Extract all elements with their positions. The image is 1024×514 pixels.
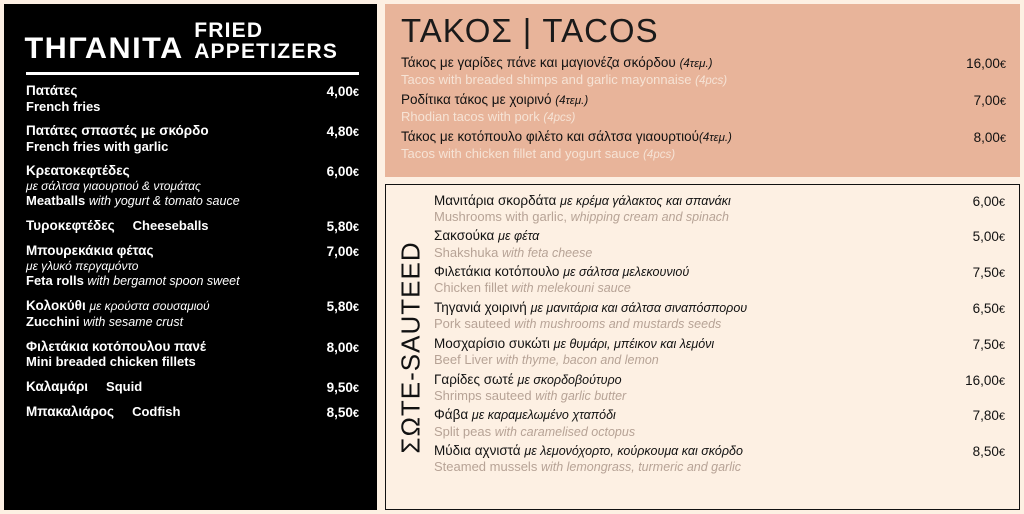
item-desc-greek: με σάλτσα γιαουρτιού & ντομάτας <box>26 178 201 193</box>
item-qty-english: (4pcs) <box>543 111 576 124</box>
item-name-greek: Τηγανιά χοιρινή με μανιτάρια και σάλτσα σιναπόσπορου <box>434 299 748 315</box>
item-name-greek: Πατάτες <box>26 83 78 98</box>
tacos-title-separator: | <box>522 12 533 49</box>
item-desc-greek: με σκορδοβούτυρο <box>517 372 622 387</box>
item-name-english: French fries <box>26 98 101 114</box>
tacos-item <box>401 129 1006 162</box>
sauteed-item <box>434 407 1005 440</box>
sauteed-item <box>434 372 1005 405</box>
item-price: 9,50€ <box>326 379 359 395</box>
item-desc-english: with feta cheese <box>501 245 593 260</box>
item-name-greek: Σακσούκα με φέτα <box>434 228 540 244</box>
item-name-greek: Μπακαλιάρος Codfish <box>26 403 181 419</box>
item-price: 4,00€ <box>326 84 359 99</box>
tacos-heading <box>401 14 1006 47</box>
item-price: 5,00€ <box>972 229 1005 245</box>
item-price: 7,80€ <box>972 408 1005 424</box>
item-name-greek: Γαρίδες σωτέ με σκορδοβούτυρο <box>434 371 622 387</box>
item-name-english: Tacos with chicken fillet and yogurt sauce (4pcs) <box>401 146 676 162</box>
item-name-greek: Φιλετάκια κοτόπουλο με σάλτσα μελεκουνιού <box>434 264 690 280</box>
item-name-english: Beef Liver with thyme, bacon and lemon <box>434 351 659 367</box>
menu-item <box>26 83 359 114</box>
item-desc-greek: με κρούστα σουσαμιού <box>89 299 210 314</box>
item-desc-english: with melekouni sauce <box>511 281 631 296</box>
sauteed-heading <box>394 193 428 503</box>
item-name-english: Shakshuka with feta cheese <box>434 244 593 260</box>
item-price: 16,00€ <box>966 56 1006 71</box>
menu-item <box>26 243 359 289</box>
item-name-english: Shrimps sauteed with garlic butter <box>434 387 627 403</box>
item-desc-english: with thyme, bacon and lemon <box>496 352 659 367</box>
item-price: 6,00€ <box>326 164 359 180</box>
item-qty-greek: (4τεμ.) <box>555 95 589 108</box>
item-name-greek: Κρεατοκεφτέδες <box>26 163 130 179</box>
item-name-english: Feta rolls with bergamot spoon sweet <box>26 273 240 289</box>
item-price: 7,50€ <box>972 265 1005 281</box>
sauteed-section <box>385 184 1020 510</box>
tacos-item <box>401 55 1006 88</box>
item-price: 5,80€ <box>326 299 359 315</box>
sauteed-list <box>428 193 1005 503</box>
item-price: 7,00€ <box>326 244 359 260</box>
item-name-greek: Κολοκύθι με κρούστα σουσαμιού <box>26 298 210 314</box>
item-price: 7,00€ <box>973 93 1006 109</box>
item-name-greek: Μύδια αχνιστά με λεμονόχορτο, κούρκουμα και σκόρδο <box>434 443 743 459</box>
item-desc-english: whipping cream and spinach <box>570 209 729 224</box>
item-price: 6,50€ <box>972 300 1005 316</box>
item-price: 7,50€ <box>972 336 1005 352</box>
sauteed-item <box>434 228 1005 261</box>
item-name-english: Codfish <box>132 403 181 419</box>
item-name-english: Zucchini with sesame crust <box>26 313 184 329</box>
item-desc-greek: με θυμάρι, μπέικον και λεμόνι <box>553 336 715 351</box>
item-name-greek: Πατάτες σπαστές με σκόρδο <box>26 123 209 139</box>
item-name-greek: Τάκος με κοτόπουλο φιλέτο και σάλτσα γιαουρτιού(4τεμ.) <box>401 129 732 145</box>
sauteed-item <box>434 264 1005 297</box>
item-desc-greek: με σάλτσα μελεκουνιού <box>563 265 690 280</box>
fried-appetizers-section <box>4 4 377 510</box>
item-price: 4,80€ <box>326 124 359 140</box>
menu-item <box>26 339 359 370</box>
sauteed-item <box>434 193 1005 226</box>
item-desc-greek: με φέτα <box>498 229 540 244</box>
menu-item <box>26 163 359 209</box>
item-price: 8,50€ <box>972 444 1005 460</box>
item-name-english: Cheeseballs <box>132 218 209 234</box>
item-desc-greek: με γλυκό περγαμόντο <box>26 258 139 273</box>
sauteed-item <box>434 443 1005 476</box>
item-name-english: Pork sauteed with mushrooms and mustards seeds <box>434 316 722 332</box>
item-desc-greek: με λεμονόχορτο, κούρκουμα και σκόρδο <box>524 444 743 459</box>
item-name-english: Split peas with caramelised octopus <box>434 423 636 439</box>
item-name-english: Steamed mussels with lemongrass, turmeric and garlic <box>434 459 742 475</box>
item-name-greek: Μπουρεκάκια φέτας <box>26 243 154 259</box>
item-price: 8,00€ <box>326 339 359 355</box>
item-price: 6,00€ <box>972 193 1005 209</box>
item-price: 8,00€ <box>973 130 1006 146</box>
item-name-english: Mushrooms with garlic, whipping cream and spinach <box>434 208 729 224</box>
item-desc-english: with yogurt & tomato sauce <box>88 194 240 209</box>
menu-item <box>26 379 359 395</box>
item-name-greek: Τάκος με γαρίδες πάνε και μαγιονέζα σκόρδου (4τεμ.) <box>401 55 713 70</box>
tacos-title-greek: ΤΑΚΟΣ <box>401 12 513 49</box>
item-desc-english: with garlic butter <box>535 388 627 403</box>
item-qty-english: (4pcs) <box>695 74 728 87</box>
item-desc-greek: με μανιτάρια και σάλτσα σιναπόσπορου <box>530 300 748 315</box>
item-qty-english: (4pcs) <box>643 149 676 162</box>
item-desc-english: with mushrooms and mustards seeds <box>514 317 722 332</box>
item-name-english: Meatballs with yogurt & tomato sauce <box>26 193 240 209</box>
sauteed-item <box>434 336 1005 369</box>
item-desc-greek: με καραμελωμένο χταπόδι <box>471 408 616 423</box>
sauteed-title: ΣΩΤΕ-SAUTEED <box>395 241 426 454</box>
item-qty-greek: (4τεμ.) <box>679 58 713 70</box>
fried-appetizers-heading <box>26 20 359 75</box>
item-name-greek: Φιλετάκια κοτόπουλου πανέ <box>26 338 206 354</box>
menu-item <box>26 404 359 420</box>
item-name-english: Tacos with breaded shimps and garlic mayonnaise (4pcs) <box>401 71 728 87</box>
item-qty-greek: (4τεμ.) <box>698 132 732 145</box>
tacos-section <box>385 4 1020 177</box>
item-name-greek: Ροδίτικα τάκος με χοιρινό (4τεμ.) <box>401 92 589 108</box>
item-desc-english: with caramelised octopus <box>494 424 636 439</box>
tacos-item <box>401 92 1006 125</box>
sauteed-item <box>434 300 1005 333</box>
item-price: 16,00€ <box>965 372 1005 388</box>
item-desc-english: with sesame crust <box>83 314 184 329</box>
item-name-greek: Μοσχαρίσιο συκώτι με θυμάρι, μπέικον και λεμόνι <box>434 335 715 351</box>
item-name-greek: Τυροκεφτέδες Cheeseballs <box>26 218 209 234</box>
item-name-greek: Μανιτάρια σκορδάτα με κρέμα γάλακτος και σπανάκι <box>434 192 731 208</box>
section-title-greek: ΤΗΓΑΝΙΤΑ <box>24 32 184 65</box>
item-price: 5,80€ <box>326 219 359 235</box>
menu-item <box>26 298 359 330</box>
item-name-greek: Καλαμάρι Squid <box>26 378 143 394</box>
menu-item <box>26 123 359 154</box>
item-name-english: Mini breaded chicken fillets <box>26 354 196 370</box>
menu-item <box>26 218 359 234</box>
item-desc-english: with lemongrass, turmeric and garlic <box>540 460 742 475</box>
tacos-title-english: TACOS <box>542 12 659 49</box>
item-desc-english: with bergamot spoon sweet <box>87 274 240 289</box>
section-title-english: FRIED APPETIZERS <box>194 19 339 63</box>
right-column <box>385 4 1020 510</box>
item-price: 8,50€ <box>326 404 359 420</box>
item-name-english: Squid <box>106 378 143 394</box>
item-name-english: Rhodian tacos with pork (4pcs) <box>401 108 576 124</box>
item-name-english: Chicken fillet with melekouni sauce <box>434 280 631 296</box>
item-name-english: French fries with garlic <box>26 138 169 154</box>
item-name-greek: Φάβα με καραμελωμένο χταπόδι <box>434 407 616 423</box>
item-desc-greek: με κρέμα γάλακτος και σπανάκι <box>560 193 731 208</box>
